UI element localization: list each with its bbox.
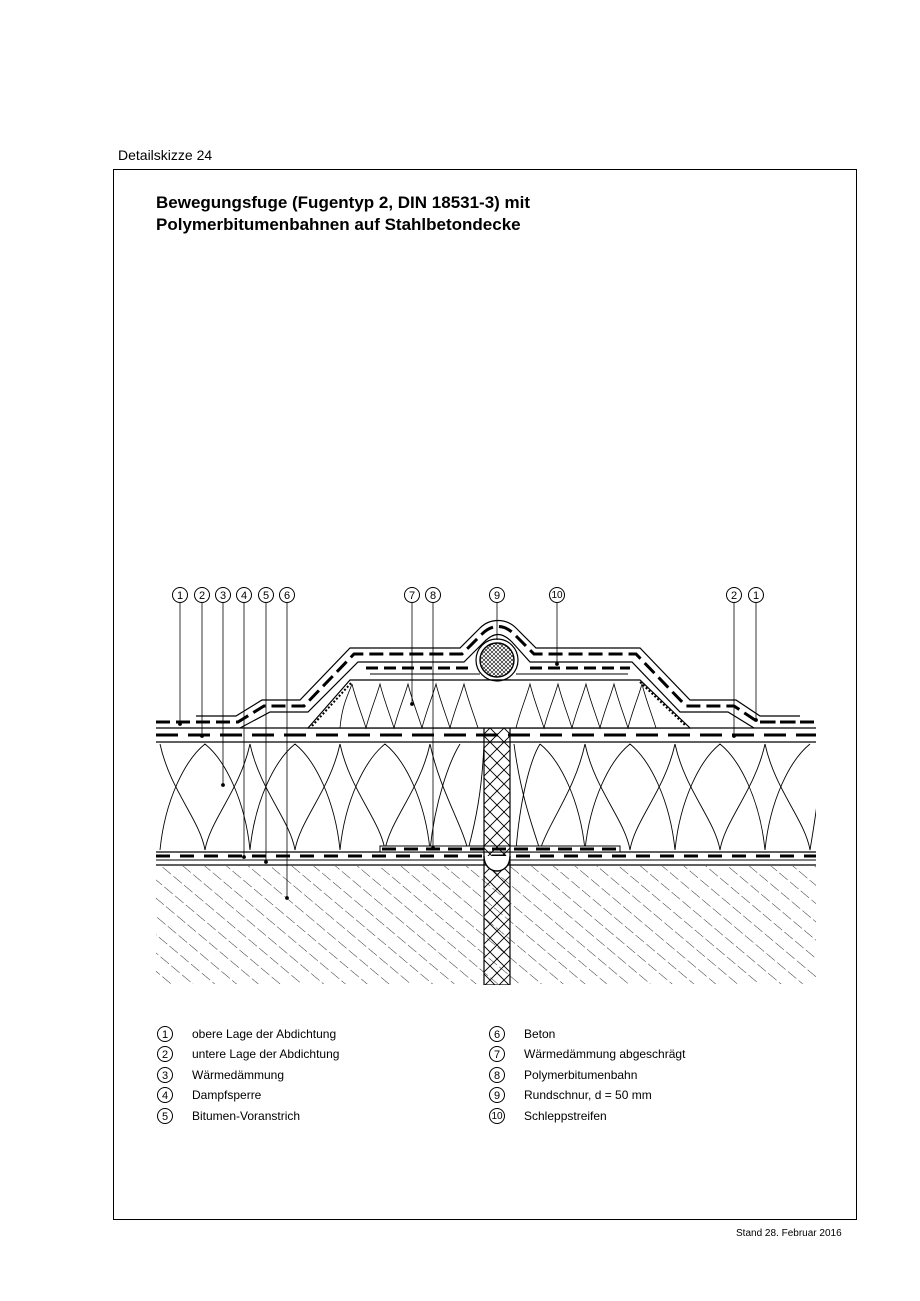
callout-4-left: 4	[236, 587, 252, 603]
legend-text-2: untere Lage der Abdichtung	[192, 1047, 340, 1061]
sloped-insulation	[308, 680, 690, 728]
legend-text-9: Rundschnur, d = 50 mm	[524, 1088, 652, 1102]
legend-text-6: Beton	[524, 1027, 556, 1041]
legend-num-9: 9	[489, 1087, 505, 1103]
legend-num-2: 2	[157, 1046, 173, 1062]
legend-num-4: 4	[157, 1087, 173, 1103]
legend-num-8: 8	[489, 1067, 505, 1083]
legend-num-1: 1	[157, 1026, 173, 1042]
legend-num-7: 7	[489, 1046, 505, 1062]
title-line-1: Bewegungsfuge (Fugentyp 2, DIN 18531-3) mit	[156, 193, 531, 212]
legend-text-4: Dampfsperre	[192, 1088, 262, 1102]
callout-5-left: 5	[258, 587, 274, 603]
legend-text-5: Bitumen-Voranstrich	[192, 1109, 301, 1123]
legend-text-1: obere Lage der Abdichtung	[192, 1027, 337, 1041]
callout-8: 8	[425, 587, 441, 603]
footer-date: Stand 28. Februar 2016	[736, 1228, 842, 1239]
title-line-2: Polymerbitumenbahnen auf Stahlbetondecke	[156, 215, 521, 234]
page-label: Detailskizze 24	[118, 147, 213, 163]
callout-3-left: 3	[215, 587, 231, 603]
legend-num-3: 3	[157, 1067, 173, 1083]
callout-10: 10	[549, 587, 565, 603]
callout-6-left: 6	[279, 587, 295, 603]
callout-9: 9	[489, 587, 505, 603]
callout-1-left: 1	[172, 587, 188, 603]
callout-1-right: 1	[748, 587, 764, 603]
callout-7: 7	[404, 587, 420, 603]
legend-num-6: 6	[489, 1026, 505, 1042]
callout-2-left: 2	[194, 587, 210, 603]
rope-cord	[480, 643, 514, 677]
legend-text-8: Polymerbitumenbahn	[524, 1068, 638, 1082]
legend-text-7: Wärmedämmung abgeschrägt	[524, 1047, 686, 1061]
legend-text-10: Schleppstreifen	[524, 1109, 607, 1123]
legend-num-10: 10	[489, 1108, 505, 1124]
legend-text-3: Wärmedämmung	[192, 1068, 285, 1082]
callout-2-right: 2	[726, 587, 742, 603]
legend-num-5: 5	[157, 1108, 173, 1124]
